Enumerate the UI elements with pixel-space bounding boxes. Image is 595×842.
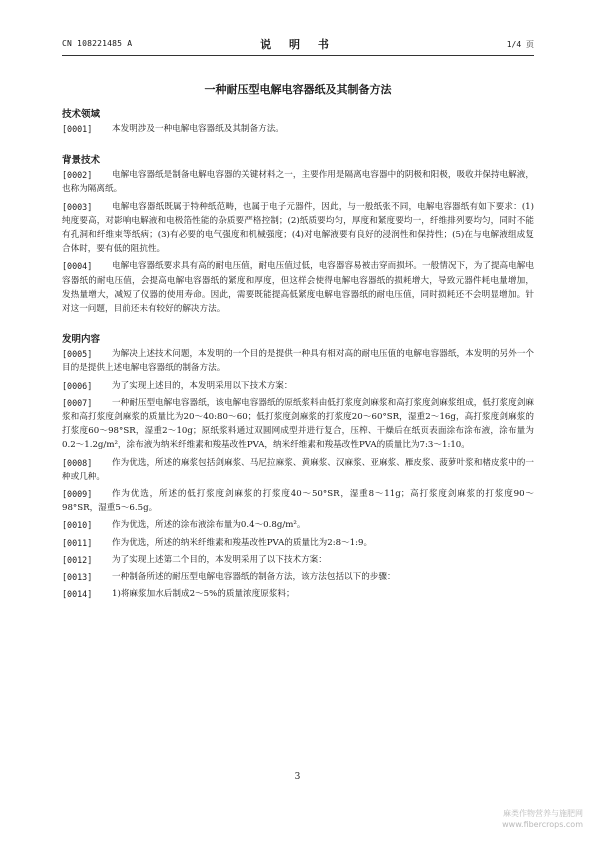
paragraph-text: 为了实现上述目的，本发明采用以下技术方案： (112, 380, 293, 391)
paragraph-0003 (62, 200, 534, 257)
watermark-url: www.fibercrops.com (502, 820, 583, 829)
section-invention (62, 332, 534, 601)
paragraph-number: [0007] (62, 397, 93, 408)
paragraph-0004 (62, 259, 534, 316)
paragraph-text: 电解电容器纸要求具有高的耐电压值，耐电压值过低，电容器容易被击穿而损坏。一般情况下，为了提高电解电容器纸的耐电压值，会提高电解电容器纸的紧度和厚度，但这样会使得电解电容器纸的损耗增大，导致元器件耗电量增加，发热量增大，减短了仪器的使用寿命。因此，需要既能提高低紧度电解电容器纸的耐电压值，同时损耗还不会明显增加。针对这一问题，目前还未有较好的解决方法。 (62, 261, 534, 315)
paragraph-text: 为解决上述技术问题，本发明的一个目的是提供一种具有相对高的耐电压值的电解电容器纸，本发明的另外一个目的是提供上述电解电容器纸的制备方法。 (62, 349, 534, 374)
paragraph-0012 (62, 553, 534, 567)
paragraph-number: [0002] (62, 170, 93, 181)
section-heading: 发明内容 (62, 334, 101, 346)
paragraph-number: [0005] (62, 349, 93, 360)
paragraph-0009 (62, 487, 534, 515)
paragraph-0011 (62, 536, 534, 550)
watermark-site-name: 麻类作物营养与施肥网 (503, 809, 583, 818)
paragraph-text: 为了实现上述第二个目的，本发明采用了以下技术方案： (112, 554, 327, 565)
paragraph-text: 作为优选，所述的涂布液涂布量为0.4～0.8g/m²。 (112, 520, 306, 531)
paragraph-number: [0008] (62, 457, 93, 468)
paragraph-0002 (62, 168, 534, 196)
paragraph-text: 电解电容器纸既属于特种纸范畴，也属于电子元器件，因此，与一般纸张不同，电解电容器纸有如下要求：(1)纯度要高，对影响电解液和电极箔性能的杂质要严格控制；(2)纸质要均匀，厚度和紧度要均一，纤维排列要均匀，同时不能有孔洞和纤维束等纸病；(3)有必要的电气强度和机械强度；(4)对电解液要有良好的浸润性和保持性；(5)在与电解液组成复合体时，要有低的阻抗性。 (62, 201, 534, 255)
paragraph-number: [0010] (62, 520, 93, 531)
patent-number: CN 108221485 A (62, 39, 133, 48)
paragraph-text: 1)将麻浆加水后制成2～5%的质量浓度原浆料； (112, 589, 295, 600)
section-background (62, 153, 534, 316)
section-heading: 技术领域 (62, 109, 101, 120)
paragraph-number: [0012] (62, 554, 93, 565)
paragraph-0010 (62, 518, 534, 532)
paragraph-text: 电解电容器纸是制备电解电容器的关键材料之一，主要作用是隔离电容器中的阴极和阳极，吸收并保持电解液，也称为隔离纸。 (62, 170, 534, 195)
document-body (62, 107, 534, 601)
paragraph-number: [0003] (62, 201, 93, 212)
document-title: 一种耐压型电解电容器纸及其制备方法 (204, 83, 392, 96)
paragraph-number: [0014] (62, 589, 93, 600)
header-divider (62, 55, 534, 56)
paragraph-0007 (62, 396, 534, 453)
page-info: 1/4 页 (506, 40, 534, 49)
paragraph-text: 作为优选，所述的纳米纤维素和羧基改性PVA的质量比为2:8～1:9。 (112, 537, 373, 548)
paragraph-number: [0011] (62, 537, 93, 548)
paragraph-number: [0006] (62, 380, 93, 391)
paragraph-text: 作为优选，所述的麻浆包括剑麻浆、马尼拉麻浆、黄麻浆、汉麻浆、亚麻浆、雁皮浆、菠萝叶浆和楮皮浆中的一种或几种。 (62, 457, 534, 482)
paragraph-number: [0001] (62, 124, 93, 134)
paragraph-0005 (62, 347, 534, 375)
paragraph-number: [0013] (62, 572, 93, 583)
paragraph-number: [0009] (62, 489, 93, 500)
paragraph-text: 一种制备所述的耐压型电解电容器纸的制备方法，该方法包括以下的步骤： (112, 572, 396, 583)
paragraph-0014 (62, 587, 534, 601)
paragraph-0001 (62, 122, 534, 136)
paragraph-0013 (62, 570, 534, 584)
paragraph-0006 (62, 379, 534, 393)
document-type: 说 明 书 (260, 38, 336, 51)
section-technical-field (62, 107, 534, 136)
paragraph-0008 (62, 456, 534, 484)
paragraph-text: 本发明涉及一种电解电容器纸及其制备方法。 (112, 124, 284, 134)
paragraph-text: 一种耐压型电解电容器纸，该电解电容器纸的原纸浆料由低打浆度剑麻浆和高打浆度剑麻浆组成，低打浆度剑麻浆和高打浆度剑麻浆的质量比为20～40:80～60；低打浆度剑麻浆的打浆度20～60°SR，湿重2～16g，高打浆度剑麻浆的打浆度60～98°SR，湿重2～10g；原纸浆料通过双圆网成型并进行复合，压榨、干燥后在纸页表面涂布涂布液，涂布量为0.2～1.2g/m²，涂布液为纳米纤维素和羧基改性PVA，纳米纤维素和羧基改性PVA的质量比为7:3～1:10。 (62, 397, 534, 451)
watermark (502, 808, 583, 830)
paragraph-number: [0004] (62, 261, 93, 272)
page-header (62, 36, 534, 52)
page-number: 3 (294, 772, 301, 782)
paragraph-text: 作为优选，所述的低打浆度剑麻浆的打浆度40～50°SR，湿重8～11g；高打浆度剑麻浆的打浆度90～98°SR，湿重5～6.5g。 (62, 489, 534, 514)
section-heading: 背景技术 (62, 155, 101, 167)
